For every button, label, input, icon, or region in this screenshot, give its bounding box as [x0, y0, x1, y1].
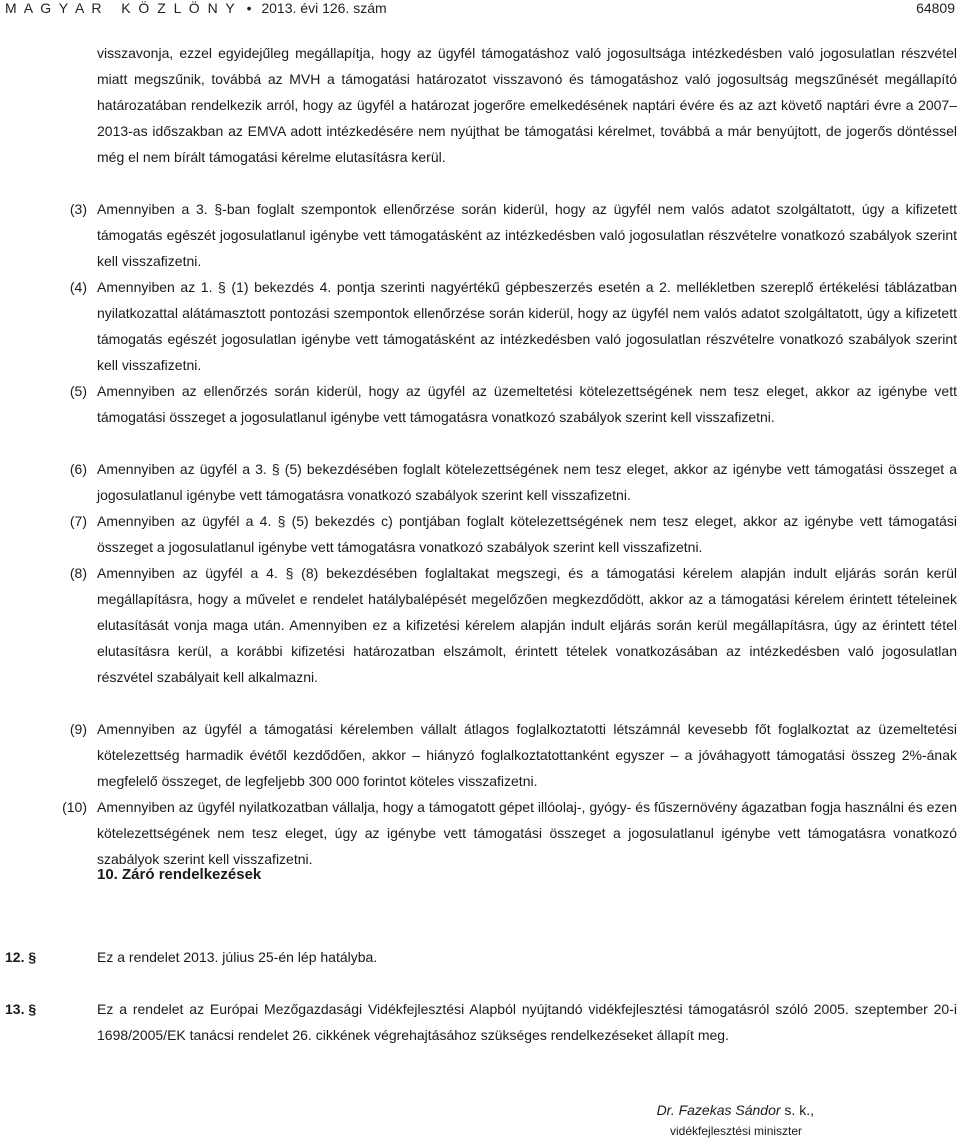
gazette-name: M A G Y A R K Ö Z L Ö N Y [5, 0, 237, 16]
article-number: 12. § [5, 949, 37, 965]
signature [657, 1102, 814, 1118]
paragraph-text: Amennyiben a 3. §-ban foglalt szempontok ellenőrzése során kiderül, hogy az ügyfél nem valós adatot szolgáltatott, úgy a kifizetett támogatás egészét jogosulatlanul igénybe vett támogatásként az intézkedésben való jogosulatlan részvételre vonatkozó szabályok szerint kell visszafizetni. [97, 201, 957, 269]
paragraph-text: Amennyiben az ügyfél a 4. § (8) bekezdésében foglaltakat megszegi, és a támogatási kérelem alapján indult eljárás során kerül megállapításra, hogy a művelet e rendelet hatálybalépését megelőzően megkezdődött, akkor az a támogatási kérelem érintett tételeinek elutasítását vonja maga után. Amennyiben ez a kifizetési kérelem alapján indult eljárás során kerül megállapításra, úgy az érintett tétel elutasításra kerül, a korábbi kifizetési határozatban elszámolt, érintett tételek vonatkozásában az intézkedésben való jogosulatlan részvétel szabályait kell alkalmazni. [97, 565, 957, 685]
paragraph-number: (3) [69, 201, 87, 217]
issue-number: 2013. évi 126. szám [261, 0, 387, 16]
paragraph-text: Amennyiben az ügyfél nyilatkozatban vállalja, hogy a támogatott gépet illóolaj-, gyógy- és fűszernövény ágazatban fogja használni és ezen kötelezettségének nem tesz eleget, úgy az igénybe vett támogatási összeget a jogosulatlanul igénybe vett támogatásra vonatkozó szabályok szerint kell visszafizetni. [97, 799, 957, 867]
paragraph-number: (7) [69, 513, 87, 529]
article-text: Ez a rendelet az Európai Mezőgazdasági Vidékfejlesztési Alapból nyújtandó vidékfejlesztési támogatásról szóló 2005. szeptember 20-i 1698/2005/EK tanácsi rendelet 26. cikkének végrehajtásához szükséges rendelkezéseket állapít meg. [97, 1001, 957, 1043]
paragraph-number: (5) [69, 383, 87, 399]
signatory-title: vidékfejlesztési miniszter [670, 1124, 803, 1138]
paragraph-text: Amennyiben az 1. § (1) bekezdés 4. pontja szerinti nagyértékű gépbeszerzés esetén a 2. mellékletben szereplő értékelési táblázatban nyilatkozattal alátámasztott pontozási szempontok ellenőrzése során kiderül, hogy az ügyfél nem valós adatot szolgáltatott, úgy a kifizetett támogatás egészét jogosulatlan igénybe vett támogatásként az intézkedésben való jogosulatlan részvételre vonatkozó szabályok szerint kell visszafizetni. [97, 279, 957, 373]
article-text: Ez a rendelet 2013. július 25-én lép hatályba. [97, 949, 378, 965]
paragraph-text: Amennyiben az ügyfél a 4. § (5) bekezdés c) pontjában foglalt kötelezettségének nem tesz eleget, akkor az igénybe vett támogatási összeget a jogosulatlanul igénybe vett támogatásra vonatkozó szabályok szerint kell visszafizetni. [97, 513, 957, 555]
article-number: 13. § [5, 1001, 37, 1017]
header-separator: • [246, 0, 252, 16]
paragraph-text: Amennyiben az ellenőrzés során kiderül, hogy az ügyfél az üzemeltetési kötelezettségének nem tesz eleget, akkor az igénybe vett támogatási összeget a jogosulatlanul igénybe vett támogatásra vonatkozó szabályok szerint kell visszafizetni. [97, 383, 957, 425]
signatory-suffix: s. k., [780, 1102, 814, 1118]
section-title: 10. Záró rendelkezések [97, 866, 262, 883]
paragraph-number: (6) [69, 461, 87, 477]
paragraph-number: (4) [69, 279, 87, 295]
continuation-paragraph: visszavonja, ezzel egyidejűleg megállapítja, hogy az ügyfél támogatáshoz való jogosultsága intézkedésben való jogosulatlan részvétel miatt megszűnik, továbbá az MVH a támogatási határozatot visszavonó és támogatáshoz való jogosultság megszűnését megállapító határozatában rendelkezik arról, hogy az ügyfél a határozat jogerőre emelkedésének naptári évére és az azt követő naptári évre a 2007–2013-as időszakban az EMVA adott intézkedésére nem nyújthat be támogatási kérelmet, továbbá a már benyújtott, de jogerős döntéssel még el nem bírált támogatási kérelme elutasításra kerül. [97, 45, 957, 165]
paragraph-number: (9) [69, 721, 87, 737]
paragraph-text: Amennyiben az ügyfél a támogatási kérelemben vállalt átlagos foglalkoztatotti létszámnál kevesebb főt foglalkoztat az üzemeltetési kötelezettség harmadik évétől kezdődően, akkor – hiányzó foglalkoztatottanként egyszer – a jóváhagyott támogatási összeg 2%-ának megfelelő összeget, de legfeljebb 300 000 forintot köteles visszafizetni. [97, 721, 957, 789]
header-publication [5, 0, 387, 16]
page-header [0, 0, 960, 20]
signatory-name: Dr. Fazekas Sándor [656, 1102, 781, 1118]
paragraph-number: (10) [62, 799, 87, 815]
paragraph-text: Amennyiben az ügyfél a 3. § (5) bekezdésében foglalt kötelezettségének nem tesz eleget, akkor az igénybe vett támogatási összeget a jogosulatlanul igénybe vett támogatásra vonatkozó szabályok szerint kell visszafizetni. [97, 461, 957, 503]
page-number: 64809 [916, 0, 955, 16]
paragraph-number: (8) [69, 565, 87, 581]
